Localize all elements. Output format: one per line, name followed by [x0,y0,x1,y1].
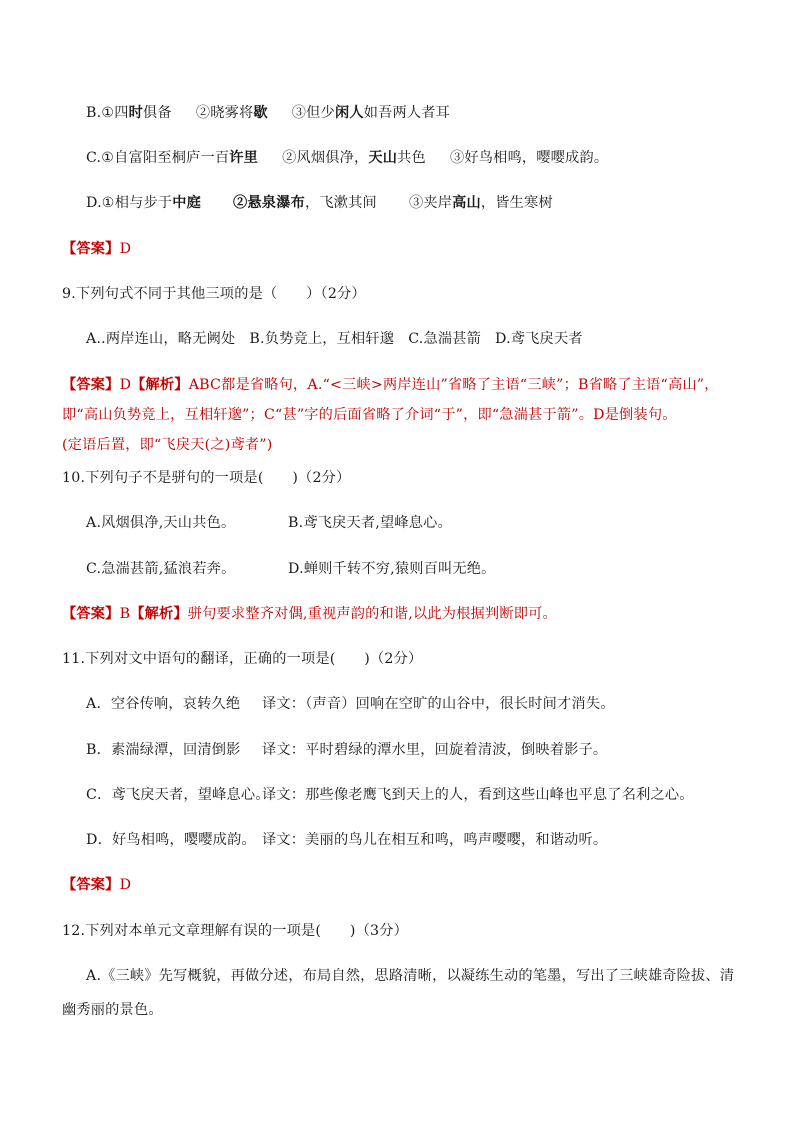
q11-option-c-translation: 译文：那些像老鹰飞到天上的人，看到这些山峰也平息了名利之心。 [262,787,694,803]
q9-analysis-line-2: 即“高山负势竞上，互相轩邈”；C“甚”字的后面省略了介词“于”，即“急湍甚于箭”。D是倒装句。 [62,407,677,423]
q11-option-a-translation: 译文：（声音）回响在空旷的山谷中，很长时间才消失。 [262,696,615,712]
q11-option-b: B．素湍绿潭，回清倒影 [86,742,241,758]
q11-option-b-translation: 译文：平时碧绿的潭水里，回旋着清波，倒映着影子。 [262,742,608,758]
q10-option-c: C.急湍甚箭,猛浪若奔。 [86,561,236,577]
q8-answer: 【答案】D [62,241,132,257]
q8-option-c: C.①自富阳至桐庐一百许里 ②风烟俱净，天山共色 ③好鸟相鸣，嘤嘤成韵。 [86,150,609,166]
q9-options: A..两岸连山，略无阙处 B.负势竞上，互相轩邈 C.急湍甚箭 D.鸢飞戾天者 [86,331,583,347]
q9-stem: 9.下列句式不同于其他三项的是（ ）（2分） [62,286,366,302]
q10-stem: 10.下列句子不是骈句的一项是( )（2分） [62,470,351,486]
q11-stem: 11.下列对文中语句的翻译，正确的一项是( )（2分） [62,651,423,667]
q12-option-a-line-1: A.《三峡》先写概貌，再做分述，布局自然，思路清晰，以凝练生动的笔墨，写出了三峡雄奇险拔、清 [86,968,735,984]
q10-option-d: D.蝉则千转不穷,猿则百叫无绝。 [288,561,496,577]
q11-option-c: C．鸢飞戾天者，望峰息心。 [86,787,270,803]
q10-option-b: B.鸢飞戾天者,望峰息心。 [288,515,452,531]
q12-option-a-line-2: 幽秀丽的景色。 [62,1002,163,1018]
q9-answer: 【答案】D【解析】ABC都是省略句，A.“<三峡>两岸连山”省略了主语“三峡”；B省略了主语“高山”， [62,377,719,393]
q11-option-d: D．好鸟相鸣，嘤嘤成韵。 [86,832,256,848]
q8-option-b: B.①四时俱备 ②晓雾将歇 ③但少闲人如吾两人者耳 [86,105,451,121]
q12-stem: 12.下列对本单元文章理解有误的一项是( )（3分） [62,923,408,939]
q8-option-d: D.①相与步于中庭 ②悬泉瀑布，飞漱其间 ③夹岸高山，皆生寒树 [86,195,553,211]
q10-answer: 【答案】B【解析】骈句要求整齐对偶,重视声韵的和谐,以此为根据判断即可。 [62,606,557,622]
q11-option-a: A．空谷传响，哀转久绝 [86,696,241,712]
q11-option-d-translation: 译文：美丽的鸟儿在相互和鸣，鸣声嘤嘤，和谐动听。 [262,832,608,848]
q11-answer: 【答案】D [62,877,132,893]
q9-analysis-line-3: (定语后置，即“飞戾天(之)鸢者”) [62,437,273,453]
q10-option-a: A.风烟俱净,天山共色。 [86,515,236,531]
